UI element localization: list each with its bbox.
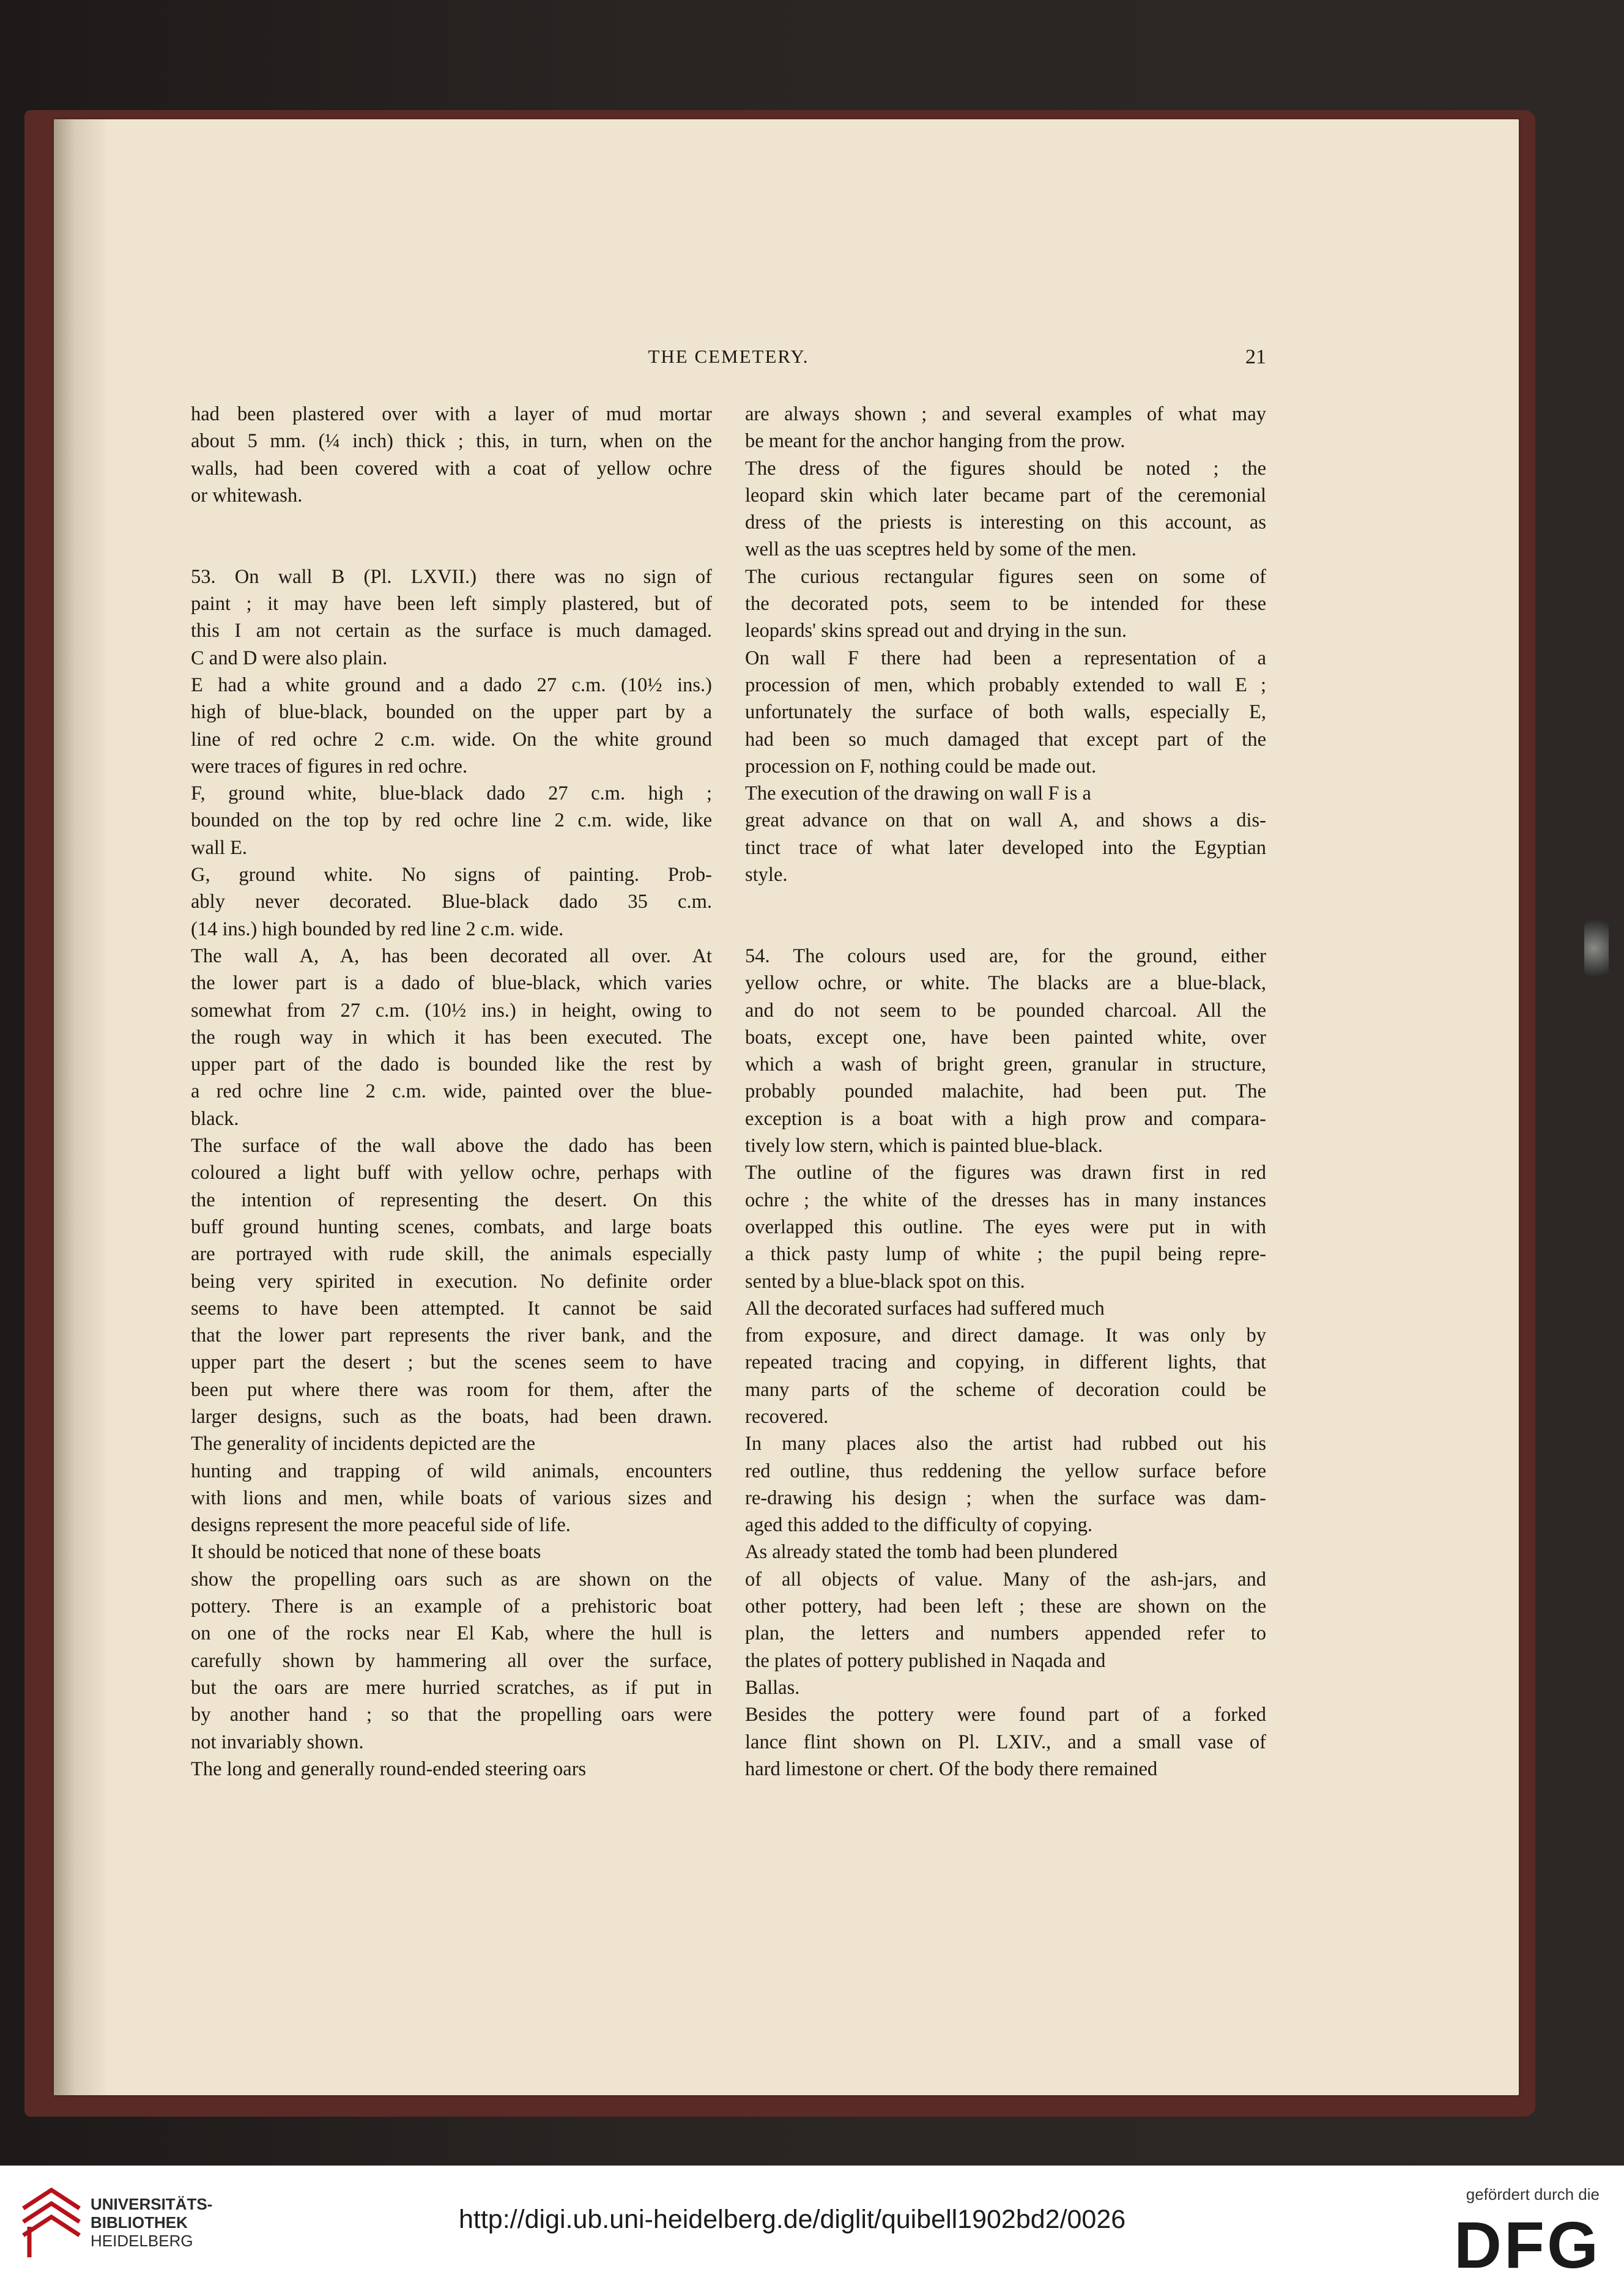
text-line: had been plastered over with a layer of mud mortar xyxy=(191,403,712,425)
text-line: hunting and trapping of wild animals, encounters xyxy=(191,1460,712,1482)
text-line: this I am not certain as the surface is much damaged. xyxy=(191,620,712,642)
text-line: a red ochre line 2 c.m. wide, painted over the blue- xyxy=(191,1080,712,1103)
right-text-column xyxy=(745,401,1266,1783)
text-line: seems to have been attempted. It cannot be said xyxy=(191,1297,712,1320)
text-line: pottery. There is an example of a prehistoric boat xyxy=(191,1595,712,1618)
text-line: a thick pasty lump of white ; the pupil being repre- xyxy=(745,1243,1266,1266)
text-line: 53. On wall B (Pl. LXVII.) there was no sign of xyxy=(191,565,712,588)
text-line: The outline of the figures was drawn first in red xyxy=(745,1162,1266,1184)
text-line: probably pounded malachite, had been put. The xyxy=(745,1080,1266,1103)
text-line: 54. The colours used are, for the ground, either xyxy=(745,945,1266,967)
text-line: buff ground hunting scenes, combats, and large boats xyxy=(191,1216,712,1238)
text-line: are always shown ; and several examples of what may xyxy=(745,403,1266,425)
text-line: or whitewash. xyxy=(191,484,303,507)
text-line: paint ; it may have been left simply plastered, but of xyxy=(191,593,712,615)
text-line: which a wash of bright green, granular in structure, xyxy=(745,1053,1266,1076)
text-line: many parts of the scheme of decoration could be xyxy=(745,1378,1266,1401)
text-line: lance flint shown on Pl. LXIV., and a small vase of xyxy=(745,1731,1266,1753)
text-line: style. xyxy=(745,864,788,886)
text-line: upper part the desert ; but the scenes seem to have xyxy=(191,1351,712,1374)
text-line: procession on F, nothing could be made out. xyxy=(745,755,1097,778)
text-line: The surface of the wall above the dado has been xyxy=(191,1135,712,1157)
text-line: aged this added to the difficulty of copying. xyxy=(745,1514,1093,1537)
paragraph-gap xyxy=(745,916,1266,943)
left-text-column xyxy=(191,401,712,1783)
text-line: As already stated the tomb had been plundered xyxy=(745,1541,1118,1564)
text-line: recovered. xyxy=(745,1405,829,1428)
text-line: wall E. xyxy=(191,836,248,859)
text-line: (14 ins.) high bounded by red line 2 c.m. wide. xyxy=(191,918,564,940)
text-line: other pottery, had been left ; these are shown on the xyxy=(745,1595,1266,1618)
page-text-block xyxy=(191,330,1266,1799)
text-line: The wall A, A, has been decorated all over. At xyxy=(191,945,712,967)
text-line: hard limestone or chert. Of the body there remained xyxy=(745,1758,1158,1780)
text-line: repeated tracing and copying, in different lights, that xyxy=(745,1351,1266,1374)
text-line: exception is a boat with a high prow and compara- xyxy=(745,1107,1266,1130)
paragraph-gap xyxy=(745,888,1266,915)
text-line: The execution of the drawing on wall F is a xyxy=(745,782,1091,805)
text-line: and do not seem to be pounded charcoal. All the xyxy=(745,999,1266,1022)
library-name xyxy=(91,2195,212,2250)
text-line: ochre ; the white of the dresses has in many instances xyxy=(745,1189,1266,1211)
text-line: of all objects of value. Many of the ash-jars, and xyxy=(745,1568,1266,1591)
viewer-footer xyxy=(0,2166,1624,2283)
paragraph-gap xyxy=(191,536,712,563)
funded-by-label: gefördert durch die xyxy=(1466,2185,1600,2203)
text-line: unfortunately the surface of both walls, especially E, xyxy=(745,701,1266,724)
text-line: that the lower part represents the river bank, and the xyxy=(191,1324,712,1347)
text-line: re-drawing his design ; when the surface was dam- xyxy=(745,1487,1266,1509)
text-line: are portrayed with rude skill, the animals especially xyxy=(191,1243,712,1266)
text-line: dress of the priests is interesting on this account, as xyxy=(745,511,1266,534)
text-line: F, ground white, blue-black dado 27 c.m. high ; xyxy=(191,782,712,805)
text-line: larger designs, such as the boats, had been drawn. xyxy=(191,1405,712,1428)
text-line: walls, had been covered with a coat of yellow ochre xyxy=(191,457,712,480)
text-line: ably never decorated. Blue-black dado 35 c.m. xyxy=(191,891,712,913)
running-head xyxy=(191,346,1266,382)
text-line: great advance on that on wall A, and shows a dis- xyxy=(745,809,1266,832)
university-library-logo-icon xyxy=(17,2184,86,2263)
text-line: procession of men, which probably extended to wall E ; xyxy=(745,674,1266,696)
page-number: 21 xyxy=(1245,346,1266,368)
text-line: the intention of representing the desert. On this xyxy=(191,1189,712,1211)
text-line: The curious rectangular figures seen on some of xyxy=(745,565,1266,588)
text-line: but the oars are mere hurried scratches, as if put in xyxy=(191,1676,712,1699)
text-line: tinct trace of what later developed into the Egyptian xyxy=(745,836,1266,859)
text-line: sented by a blue-black spot on this. xyxy=(745,1270,1025,1293)
text-line: The long and generally round-ended steering oars xyxy=(191,1758,587,1780)
text-line: show the propelling oars such as are shown on the xyxy=(191,1568,712,1591)
text-line: line of red ochre 2 c.m. wide. On the white ground xyxy=(191,728,712,751)
book-clasp xyxy=(1584,921,1609,976)
text-line: the plates of pottery published in Naqada and xyxy=(745,1649,1106,1672)
library-name-line2: BIBLIOTHEK xyxy=(91,2213,188,2232)
text-line: leopards' skins spread out and drying in the sun. xyxy=(745,620,1127,642)
text-line: being very spirited in execution. No definite order xyxy=(191,1270,712,1293)
text-line: C and D were also plain. xyxy=(191,647,388,669)
page-gutter-shadow xyxy=(54,119,106,2095)
text-line: high of blue-black, bounded on the upper part by a xyxy=(191,701,712,724)
text-line: were traces of figures in red ochre. xyxy=(191,755,468,778)
text-line: upper part of the dado is bounded like the rest by xyxy=(191,1053,712,1076)
text-line: red outline, thus reddening the yellow surface before xyxy=(745,1460,1266,1482)
permalink-url[interactable]: http://digi.ub.uni-heidelberg.de/diglit/quibell1902bd2/0026 xyxy=(459,2205,1126,2234)
text-line: on one of the rocks near El Kab, where the hull is xyxy=(191,1622,712,1645)
text-line: Besides the pottery were found part of a forked xyxy=(745,1704,1266,1726)
text-line: The dress of the figures should be noted ; the xyxy=(745,457,1266,480)
text-line: with lions and men, while boats of various sizes and xyxy=(191,1487,712,1509)
library-name-line1: UNIVERSITÄTS- xyxy=(91,2195,213,2213)
dfg-logo: DFG xyxy=(1454,2208,1601,2282)
library-name-line3: HEIDELBERG xyxy=(91,2232,193,2250)
text-line: about 5 mm. (¼ inch) thick ; this, in turn, when on the xyxy=(191,430,712,453)
text-line: be meant for the anchor hanging from the prow. xyxy=(745,430,1125,453)
text-line: overlapped this outline. The eyes were put in with xyxy=(745,1216,1266,1238)
text-line: from exposure, and direct damage. It was only by xyxy=(745,1324,1266,1347)
text-line: tively low stern, which is painted blue-black. xyxy=(745,1135,1103,1157)
text-line: plan, the letters and numbers appended refer to xyxy=(745,1622,1266,1645)
text-line: the rough way in which it has been executed. The xyxy=(191,1026,712,1049)
text-line: had been so much damaged that except part of the xyxy=(745,728,1266,751)
text-line: The generality of incidents depicted are the xyxy=(191,1433,536,1455)
text-line: coloured a light buff with yellow ochre, perhaps with xyxy=(191,1162,712,1184)
text-line: black. xyxy=(191,1107,239,1130)
text-line: E had a white ground and a dado 27 c.m. (10½ ins.) xyxy=(191,674,712,696)
text-line: been put where there was room for them, after the xyxy=(191,1378,712,1401)
text-line: It should be noticed that none of these boats xyxy=(191,1541,541,1564)
text-line: somewhat from 27 c.m. (10½ ins.) in height, owing to xyxy=(191,999,712,1022)
text-line: carefully shown by hammering all over the surface, xyxy=(191,1649,712,1672)
text-line: On wall F there had been a representation of a xyxy=(745,647,1266,669)
text-line: Ballas. xyxy=(745,1676,800,1699)
text-line: the decorated pots, seem to be intended for these xyxy=(745,593,1266,615)
text-line: In many places also the artist had rubbed out his xyxy=(745,1433,1266,1455)
text-line: designs represent the more peaceful side of life. xyxy=(191,1514,571,1537)
text-line: leopard skin which later became part of the ceremonial xyxy=(745,484,1266,507)
text-line: well as the uas sceptres held by some of the men. xyxy=(745,538,1136,561)
text-line: by another hand ; so that the propelling oars were xyxy=(191,1704,712,1726)
running-title: THE CEMETERY. xyxy=(648,346,809,367)
text-line: boats, except one, have been painted white, over xyxy=(745,1026,1266,1049)
text-line: yellow ochre, or white. The blacks are a blue-black, xyxy=(745,972,1266,995)
paragraph-gap xyxy=(191,509,712,536)
text-line: not invariably shown. xyxy=(191,1731,364,1753)
text-line: bounded on the top by red ochre line 2 c.m. wide, like xyxy=(191,809,712,832)
text-line: G, ground white. No signs of painting. Prob- xyxy=(191,864,712,886)
text-line: All the decorated surfaces had suffered much xyxy=(745,1297,1105,1320)
text-line: the lower part is a dado of blue-black, which varies xyxy=(191,972,712,995)
